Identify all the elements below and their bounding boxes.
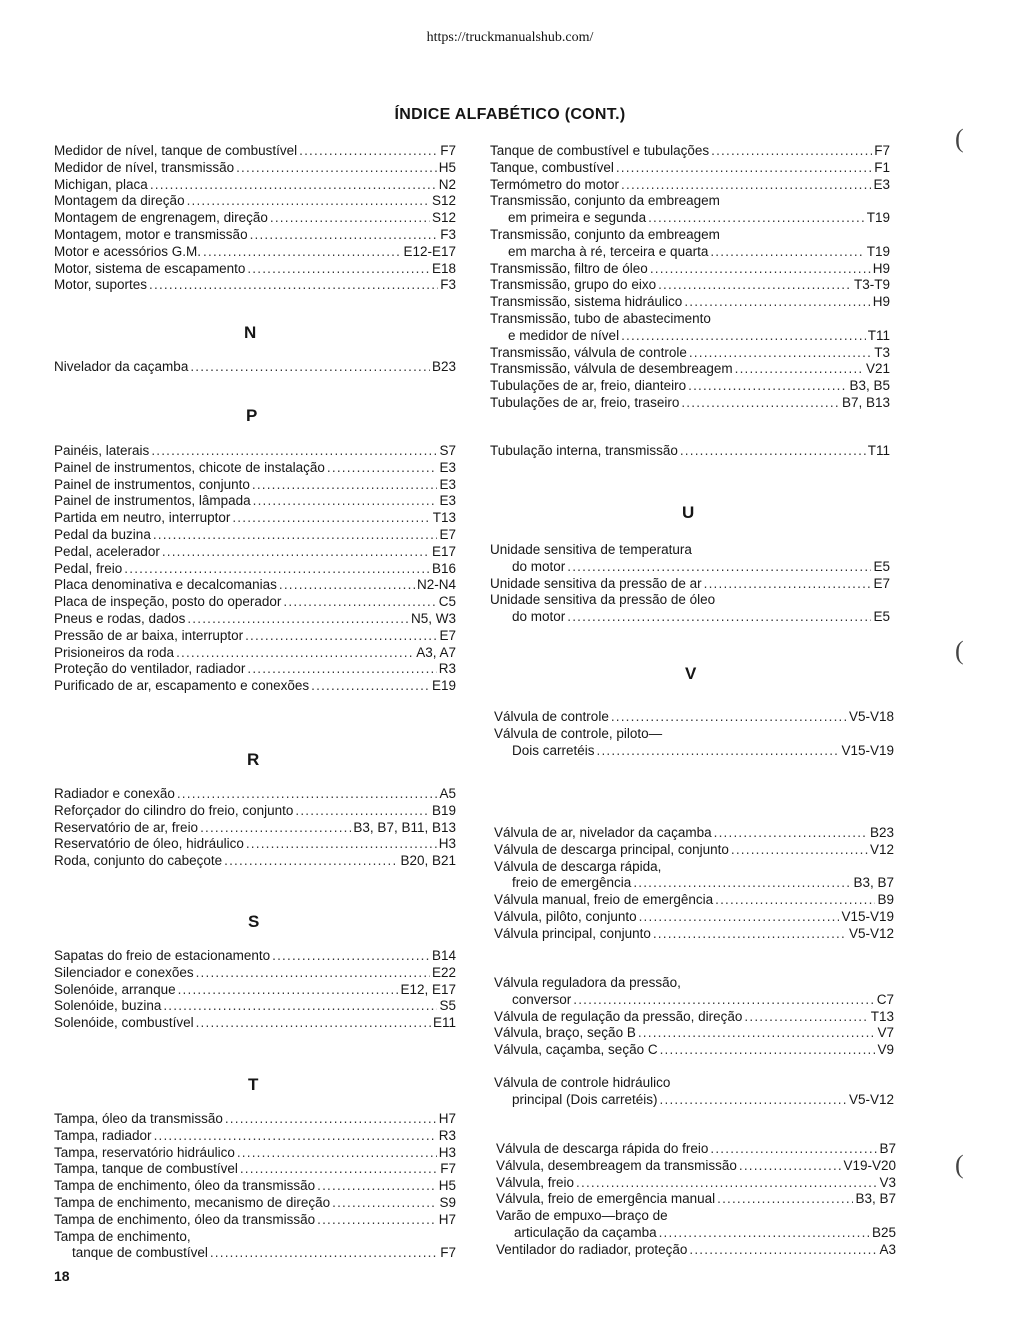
entry-page-ref: F7 bbox=[440, 1161, 456, 1177]
index-entry bbox=[54, 998, 456, 1015]
entry-text: Solenóide, buzina bbox=[54, 998, 162, 1014]
entry-text: Reservatório de ar, freio bbox=[54, 819, 199, 835]
entry-text: Válvula, freio bbox=[496, 1174, 575, 1190]
index-entry: Tubulação interna, transmissão ..... T11 bbox=[490, 443, 890, 460]
entry-text: Válvula de descarga principal, conjunto bbox=[494, 841, 729, 857]
entry-page-ref: V5-V12 bbox=[848, 925, 894, 941]
section-letter-s: S bbox=[248, 912, 260, 931]
entry-text: Roda, conjunto do cabeçote bbox=[54, 853, 223, 869]
right-group-v4 bbox=[494, 1075, 894, 1109]
index-entry bbox=[54, 477, 456, 494]
entry-text: Tampa, radiador bbox=[54, 1127, 152, 1143]
index-entry-heading: Varão de empuxo—braço de bbox=[496, 1208, 668, 1224]
entry-text: Painel de instrumentos, lâmpada bbox=[54, 493, 251, 509]
index-entry: Ventilador do radiador, proteção ..... A3 bbox=[496, 1242, 896, 1259]
page-number: 18 bbox=[54, 1268, 70, 1284]
index-entry bbox=[494, 909, 894, 926]
entry-text: Placa denominativa e decalcomanias bbox=[54, 577, 277, 593]
entry-page-ref: B16 bbox=[431, 560, 456, 576]
index-entry: em primeira e segunda ..... T19 bbox=[490, 210, 890, 227]
entry-page-ref: B9 bbox=[877, 892, 894, 908]
index-entry bbox=[54, 359, 456, 376]
entry-page-ref: E22 bbox=[431, 964, 456, 980]
entry-page-ref: F7 bbox=[874, 143, 890, 158]
index-entry bbox=[496, 1158, 896, 1175]
index-entry bbox=[490, 277, 890, 294]
entry-page-ref: T3 bbox=[874, 344, 890, 360]
index-entry: do motor ..... E5 bbox=[490, 559, 890, 576]
index-entry: do motor ..... E5 bbox=[490, 609, 890, 626]
left-group-m bbox=[54, 143, 456, 294]
page-title: ÍNDICE ALFABÉTICO (CONT.) bbox=[394, 106, 626, 123]
entry-text: Válvula, desembreagem da transmissão bbox=[496, 1157, 737, 1173]
right-group-v3 bbox=[494, 975, 894, 1059]
index-entry bbox=[54, 244, 456, 261]
index-entry bbox=[54, 227, 456, 244]
entry-page-ref: B14 bbox=[431, 948, 456, 963]
entry-page-ref: E19 bbox=[431, 678, 456, 694]
entry-text: Pedal, acelerador bbox=[54, 543, 160, 559]
index-entry bbox=[54, 594, 456, 611]
section-letter-v: V bbox=[685, 664, 697, 683]
entry-page-ref: V9 bbox=[877, 1042, 894, 1058]
entry-page-ref: F1 bbox=[874, 159, 890, 175]
index-entry bbox=[54, 853, 456, 870]
entry-text: Transmissão, válvula de controle bbox=[490, 344, 687, 360]
entry-text: Pedal da buzina bbox=[54, 526, 151, 542]
entry-page-ref: V21 bbox=[865, 361, 890, 377]
entry-page-ref: E3 bbox=[439, 459, 456, 475]
entry-text: Válvula de ar, nivelador da caçamba bbox=[494, 825, 712, 840]
entry-page-ref: H7 bbox=[438, 1111, 456, 1126]
index-entry bbox=[54, 1111, 456, 1128]
entry-page-ref: T13 bbox=[432, 510, 456, 526]
entry-page-ref: S12 bbox=[431, 193, 456, 209]
entry-page-ref: B7 bbox=[879, 1141, 896, 1156]
index-entry bbox=[54, 561, 456, 578]
binder-mark: ( bbox=[955, 1150, 964, 1179]
entry-page-ref: C5 bbox=[438, 594, 456, 610]
right-group-v5 bbox=[496, 1141, 896, 1259]
index-entry bbox=[494, 926, 894, 943]
entry-text: Silenciador e conexões bbox=[54, 964, 194, 980]
index-entry bbox=[54, 261, 456, 278]
entry-page-ref: S12 bbox=[431, 210, 456, 226]
index-entry: em marcha à ré, terceira e quarta ..... T19 bbox=[490, 244, 890, 261]
binder-mark: ( bbox=[955, 636, 964, 665]
index-entry-heading: Unidade sensitiva de temperatura bbox=[490, 542, 692, 557]
entry-page-ref: S5 bbox=[439, 998, 456, 1014]
index-entry bbox=[54, 982, 456, 999]
entry-text: Tanque, combustível bbox=[490, 159, 614, 175]
entry-page-ref: R3 bbox=[438, 1127, 456, 1143]
index-entry: tanque de combustível ..... F7 bbox=[54, 1245, 456, 1262]
index-entry bbox=[54, 1212, 456, 1229]
entry-text: Válvula, pilôto, conjunto bbox=[494, 908, 637, 924]
entry-text: Tanque de combustível e tubulações bbox=[490, 143, 710, 158]
index-entry bbox=[54, 277, 456, 294]
right-group-v1 bbox=[494, 709, 894, 759]
entry-page-ref: B20, B21 bbox=[400, 853, 456, 869]
index-entry bbox=[490, 361, 890, 378]
entry-page-ref: B23 bbox=[431, 359, 456, 374]
entry-text: Tampa, tanque de combustível bbox=[54, 1161, 238, 1177]
index-entry: freio de emergência ..... B3, B7 bbox=[494, 875, 894, 892]
entry-text: Válvula, caçamba, seção C bbox=[494, 1042, 658, 1058]
entry-page-ref: V7 bbox=[877, 1025, 894, 1041]
entry-page-ref: H9 bbox=[872, 260, 890, 276]
index-entry: principal (Dois carretéis) ..... V5-V12 bbox=[494, 1092, 894, 1109]
entry-page-ref: A5 bbox=[439, 786, 456, 801]
source-url: https://truckmanualshub.com/ bbox=[426, 30, 594, 45]
index-entry bbox=[54, 510, 456, 527]
index-entry bbox=[54, 678, 456, 695]
entry-page-ref: E12, E17 bbox=[400, 981, 456, 997]
index-entry bbox=[54, 786, 456, 803]
entry-text: Pressão de ar baixa, interruptor bbox=[54, 627, 244, 643]
index-entry: Válvula de controle ..... V5-V18 bbox=[494, 709, 894, 726]
entry-page-ref: T3-T9 bbox=[853, 277, 890, 293]
entry-text: Purificado de ar, escapamento e conexões bbox=[54, 678, 310, 694]
index-entry bbox=[494, 892, 894, 909]
index-entry bbox=[54, 160, 456, 177]
binder-mark: ( bbox=[955, 124, 964, 153]
left-group-t bbox=[54, 1111, 456, 1262]
index-entry bbox=[490, 177, 890, 194]
entry-page-ref: H9 bbox=[872, 294, 890, 310]
index-entry bbox=[54, 645, 456, 662]
index-entry bbox=[54, 1161, 456, 1178]
entry-page-ref: V19-V20 bbox=[843, 1157, 896, 1173]
index-entry: articulação da caçamba ..... B25 bbox=[496, 1225, 896, 1242]
entry-page-ref: N2-N4 bbox=[416, 577, 456, 593]
entry-page-ref: B3, B7, B11, B13 bbox=[353, 819, 456, 835]
entry-text: Transmissão, grupo do eixo bbox=[490, 277, 657, 293]
entry-text: Radiador e conexão bbox=[54, 786, 175, 801]
entry-page-ref: S7 bbox=[439, 443, 456, 458]
left-group-p bbox=[54, 443, 456, 695]
index-entry-heading: Válvula de descarga rápida, bbox=[494, 858, 662, 874]
entry-text: Pneus e rodas, dados bbox=[54, 610, 186, 626]
index-entry bbox=[494, 1042, 894, 1059]
index-entry bbox=[490, 143, 890, 160]
index-entry-heading: Transmissão, conjunto da embreagem bbox=[490, 193, 720, 209]
entry-page-ref: E3 bbox=[873, 176, 890, 192]
entry-page-ref: N2 bbox=[438, 176, 456, 192]
entry-page-ref: A3, A7 bbox=[416, 644, 456, 660]
entry-page-ref: B23 bbox=[869, 825, 894, 840]
entry-page-ref: E18 bbox=[431, 260, 456, 276]
entry-page-ref: B3, B5 bbox=[849, 378, 890, 394]
index-entry-heading: Transmissão, tubo de abastecimento bbox=[490, 310, 711, 326]
entry-page-ref: E7 bbox=[439, 526, 456, 542]
entry-text: Tampa de enchimento, mecanismo de direção bbox=[54, 1194, 331, 1210]
entry-text: Tampa, óleo da transmissão bbox=[54, 1111, 223, 1126]
index-entry bbox=[54, 836, 456, 853]
index-entry bbox=[54, 803, 456, 820]
entry-text: Transmissão, sistema hidráulico bbox=[490, 294, 683, 310]
entry-text: Montagem de engrenagem, direção bbox=[54, 210, 268, 226]
section-letter-p: P bbox=[246, 406, 258, 425]
entry-text: Motor, suportes bbox=[54, 277, 148, 293]
entry-page-ref: F3 bbox=[440, 277, 456, 293]
entry-page-ref: H3 bbox=[438, 836, 456, 852]
entry-page-ref: H7 bbox=[438, 1211, 456, 1227]
entry-page-ref: R3 bbox=[438, 661, 456, 677]
index-entry bbox=[494, 1009, 894, 1026]
index-entry bbox=[54, 1015, 456, 1032]
index-entry bbox=[54, 1178, 456, 1195]
entry-text: Partida em neutro, interruptor bbox=[54, 510, 231, 526]
entry-text: Montagem, motor e transmissão bbox=[54, 226, 248, 242]
entry-text: Válvula, braço, seção B bbox=[494, 1025, 636, 1041]
entry-page-ref: S9 bbox=[439, 1194, 456, 1210]
entry-text: Proteção do ventilador, radiador bbox=[54, 661, 246, 677]
index-entry bbox=[490, 160, 890, 177]
index-entry bbox=[496, 1191, 896, 1208]
index-entry bbox=[496, 1175, 896, 1192]
section-letter-t: T bbox=[248, 1075, 259, 1094]
index-entry bbox=[490, 395, 890, 412]
index-entry bbox=[54, 948, 456, 965]
entry-text: Solenóide, arranque bbox=[54, 981, 176, 997]
entry-text: Medidor de nível, transmissão bbox=[54, 159, 235, 175]
entry-page-ref: B3, B7 bbox=[855, 1191, 896, 1207]
right-group-u bbox=[490, 542, 890, 626]
right-group-t bbox=[490, 143, 890, 412]
entry-text: Painel de instrumentos, conjunto bbox=[54, 476, 250, 492]
index-entry bbox=[54, 611, 456, 628]
entry-text: Painéis, laterais bbox=[54, 443, 150, 458]
index-entry bbox=[54, 1195, 456, 1212]
entry-text: Placa de inspeção, posto do operador bbox=[54, 594, 282, 610]
section-letter-r: R bbox=[247, 750, 260, 769]
index-entry: Dois carretéis ..... V15-V19 bbox=[494, 743, 894, 760]
entry-page-ref: E11 bbox=[432, 1015, 456, 1031]
entry-page-ref: N5, W3 bbox=[410, 610, 456, 626]
index-entry-heading: Tampa de enchimento, bbox=[54, 1228, 191, 1244]
entry-page-ref: F3 bbox=[440, 226, 456, 242]
index-entry bbox=[54, 527, 456, 544]
entry-text: Válvula de descarga rápida do freio bbox=[496, 1141, 709, 1156]
index-entry bbox=[494, 1025, 894, 1042]
section-letter-n: N bbox=[244, 323, 257, 342]
right-group-v2 bbox=[494, 825, 894, 943]
index-entry: Unidade sensitiva da pressão de ar ..... E7 bbox=[490, 576, 890, 593]
entry-text: Tampa, reservatório hidráulico bbox=[54, 1144, 235, 1160]
index-entry bbox=[494, 825, 894, 842]
index-entry bbox=[54, 210, 456, 227]
entry-page-ref: V12 bbox=[869, 841, 894, 857]
entry-page-ref: B19 bbox=[431, 802, 456, 818]
entry-page-ref: E7 bbox=[439, 627, 456, 643]
entry-text: Motor, sistema de escapamento bbox=[54, 260, 246, 276]
index-entry bbox=[490, 294, 890, 311]
section-letter-u: U bbox=[682, 503, 695, 522]
entry-text: Pedal, freio bbox=[54, 560, 123, 576]
entry-text: Válvula manual, freio de emergência bbox=[494, 892, 714, 908]
index-entry bbox=[54, 965, 456, 982]
index-entry bbox=[494, 842, 894, 859]
entry-text: Transmissão, filtro de óleo bbox=[490, 260, 648, 276]
entry-text: Válvula, freio de emergência manual bbox=[496, 1191, 716, 1207]
entry-text: Tubulações de ar, freio, dianteiro bbox=[490, 378, 687, 394]
index-entry bbox=[54, 628, 456, 645]
entry-text: Tampa de enchimento, óleo da transmissão bbox=[54, 1211, 316, 1227]
index-entry-heading: Unidade sensitiva da pressão de óleo bbox=[490, 592, 716, 608]
index-entry bbox=[54, 493, 456, 510]
entry-text: Tubulações de ar, freio, traseiro bbox=[490, 394, 680, 410]
entry-page-ref: E3 bbox=[439, 476, 456, 492]
index-entry bbox=[54, 143, 456, 160]
entry-page-ref: F7 bbox=[440, 143, 456, 158]
entry-page-ref: H5 bbox=[438, 159, 456, 175]
entry-page-ref: V15-V19 bbox=[841, 908, 894, 924]
entry-text: Transmissão, válvula de desembreagem bbox=[490, 361, 733, 377]
entry-text: Medidor de nível, tanque de combustível bbox=[54, 143, 298, 158]
index-entry bbox=[54, 1145, 456, 1162]
entry-text: Reforçador do cilindro do freio, conjunto bbox=[54, 802, 294, 818]
entry-text: Motor e acessórios G.M. bbox=[54, 243, 202, 259]
entry-text: Painel de instrumentos, chicote de instalação bbox=[54, 459, 325, 475]
entry-page-ref: V3 bbox=[879, 1174, 896, 1190]
entry-page-ref: E17 bbox=[431, 543, 456, 559]
index-entry bbox=[54, 193, 456, 210]
entry-text: Montagem da direção bbox=[54, 193, 185, 209]
index-entry bbox=[54, 820, 456, 837]
entry-text: Válvula principal, conjunto bbox=[494, 925, 651, 941]
entry-page-ref: T13 bbox=[870, 1008, 894, 1024]
index-entry bbox=[54, 661, 456, 678]
entry-page-ref: E3 bbox=[439, 493, 456, 509]
entry-text: Tampa de enchimento, óleo da transmissão bbox=[54, 1178, 316, 1194]
index-entry bbox=[54, 544, 456, 561]
index-entry-heading: Válvula de controle hidráulico bbox=[494, 1075, 671, 1090]
left-group-n bbox=[54, 359, 456, 376]
index-entry bbox=[54, 443, 456, 460]
left-group-r bbox=[54, 786, 456, 870]
entry-text: Termómetro do motor bbox=[490, 176, 620, 192]
index-entry-heading: Válvula reguladora da pressão, bbox=[494, 975, 681, 990]
index-entry: conversor ..... C7 bbox=[494, 992, 894, 1009]
index-entry bbox=[490, 261, 890, 278]
index-entry: e medidor de nível ..... T11 bbox=[490, 328, 890, 345]
entry-text: Michigan, placa bbox=[54, 176, 148, 192]
index-entry bbox=[496, 1141, 896, 1158]
entry-text: Solenóide, combustível bbox=[54, 1015, 194, 1031]
entry-text: Reservatório de óleo, hidráulico bbox=[54, 836, 244, 852]
entry-text: Nivelador da caçamba bbox=[54, 359, 189, 374]
index-entry bbox=[490, 378, 890, 395]
right-group-t-extra bbox=[490, 443, 890, 460]
index-entry bbox=[54, 177, 456, 194]
entry-text: Válvula de regulação da pressão, direção bbox=[494, 1008, 743, 1024]
entry-text: Sapatas do freio de estacionamento bbox=[54, 948, 271, 963]
index-entry-heading: Válvula de controle, piloto— bbox=[494, 725, 663, 741]
index-entry bbox=[54, 577, 456, 594]
entry-text: Prisioneiros da roda bbox=[54, 644, 175, 660]
index-entry bbox=[54, 460, 456, 477]
entry-page-ref: B7, B13 bbox=[841, 394, 890, 410]
entry-page-ref: E12-E17 bbox=[403, 243, 456, 259]
left-group-s bbox=[54, 948, 456, 1032]
entry-page-ref: H5 bbox=[438, 1178, 456, 1194]
index-entry bbox=[490, 345, 890, 362]
entry-page-ref: H3 bbox=[438, 1144, 456, 1160]
index-entry bbox=[54, 1128, 456, 1145]
index-entry-heading: Transmissão, conjunto da embreagem bbox=[490, 226, 720, 242]
